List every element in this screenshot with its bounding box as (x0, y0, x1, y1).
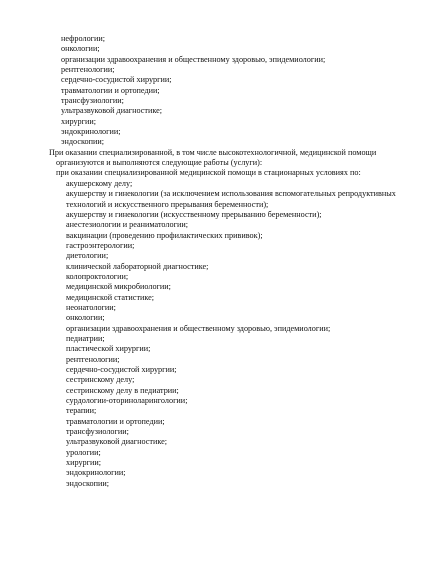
list-item: ультразвуковой диагностике; (66, 437, 168, 447)
paragraph-line: организуются и выполняются следующие работы (услуги): (56, 158, 263, 168)
list-item: эндокринологии; (61, 127, 121, 137)
list-item: травматологии и ортопедии; (61, 85, 160, 95)
list-item: сердечно-сосудистой хирургии; (66, 365, 177, 374)
list-item: акушерству и гинекологии (искусственному прерыванию беременности); (66, 209, 322, 219)
list-item: терапии; (66, 406, 97, 416)
list-item: эндоскопии; (61, 137, 105, 147)
list-item: медицинской статистике; (66, 292, 155, 302)
list-item: акушерству и гинекологии (за исключением использования вспомогательных репродуктивных (66, 189, 396, 199)
paragraph-line: При оказании специализированной, в том числе высокотехнологичной, медицинской помощи (49, 147, 377, 157)
list-item: хирургии; (61, 116, 97, 126)
list-item: организации здравоохранения и общественному здоровью, эпидемиологии; (66, 323, 331, 333)
list-item: сестринскому делу в педиатрии; (66, 385, 179, 395)
list-item: ультразвуковой диагностике; (61, 106, 163, 116)
list-item: сердечно-сосудистой хирургии; (61, 75, 172, 85)
list-item: диетологии; (66, 251, 109, 261)
list-item: нефрологии; (61, 34, 106, 43)
list-item: урологии; (66, 447, 101, 457)
list-item: рентгенологии; (66, 354, 120, 364)
list-item: травматологии и ортопедии; (66, 416, 165, 426)
list-item: колопроктологии; (66, 271, 129, 281)
list-item: трансфузиологии; (66, 427, 129, 437)
list-item: клинической лабораторной диагностике; (66, 261, 209, 271)
list-item: пластической хирургии; (66, 344, 151, 354)
list-item: акушерскому делу; (66, 178, 133, 188)
list-item: вакцинации (проведению профилактических прививок); (66, 230, 263, 240)
list-item: онкологии; (61, 44, 100, 54)
list-item-continuation: технологий и искусственного прерывания беременности); (66, 199, 269, 209)
list-item: педиатрии; (66, 333, 105, 343)
list-item: сурдологии-оториноларингологии; (66, 396, 188, 406)
list-item: анестезиологии и реаниматологии; (66, 220, 188, 230)
list-item: гастроэнтерологии; (66, 240, 135, 250)
list-item: онкологии; (66, 313, 105, 323)
list-item: трансфузиологии; (61, 96, 124, 106)
list-item: сестринскому делу; (66, 375, 135, 385)
document-text (0, 34, 430, 489)
list-item: медицинской микробиологии; (66, 282, 171, 292)
list-item: неонатологии; (66, 302, 116, 312)
list-item: организации здравоохранения и общественному здоровью, эпидемиологии; (61, 54, 326, 64)
section-heading: при оказании специализированной медицинской помощи в стационарных условиях по: (56, 168, 361, 178)
list-item: эндокринологии; (66, 468, 126, 478)
list-item: рентгенологии; (61, 65, 115, 75)
list-item: эндоскопии; (66, 478, 110, 488)
list-item: хирургии; (66, 458, 102, 468)
